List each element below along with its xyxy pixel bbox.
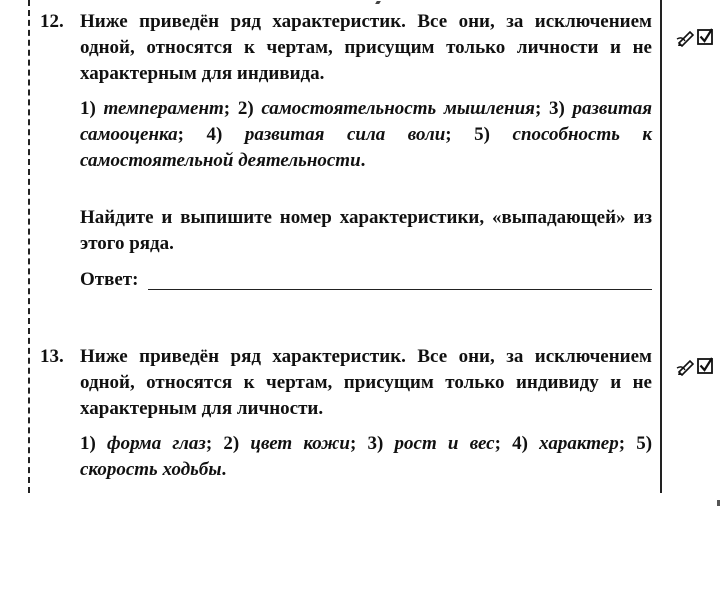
answer-label: Ответ: (80, 269, 139, 290)
task-number: 12. (40, 11, 64, 32)
task-12 (40, 9, 652, 293)
item-text: развитая самооценка (80, 98, 653, 145)
pen-checkbox-icon (676, 356, 716, 376)
item-number: 4) (512, 433, 528, 454)
answer-input-line[interactable] (148, 269, 652, 290)
scan-mark (375, 1, 381, 4)
item-number: 2) (237, 98, 254, 119)
item-number: 2) (223, 433, 240, 454)
characteristics-list: 1) форма глаз; 2) цвет кожи; 3) рост и вес; 4) характер; 5) скорость ходьбы. (80, 433, 653, 480)
margin-line (660, 0, 662, 493)
item-text: характер (539, 433, 619, 454)
item-number: 3) (367, 433, 384, 454)
item-number: 1) (80, 433, 96, 454)
item-number: 4) (206, 124, 223, 145)
cut-line (28, 0, 30, 493)
task-13 (40, 344, 652, 483)
characteristics-list: 1) темперамент; 2) самостоятельность мышления; 3) развитая самооценка; 4) развитая сила воли; 5) способность к самостоятельной деятельности. (80, 98, 653, 171)
item-number: 5) (636, 433, 653, 454)
task-lead: Ниже приведён ряд характеристик. Все они, за исключением одной, относятся к чертам, присущим только индивиду и не характерным для личности. (80, 346, 652, 419)
item-number: 5) (474, 124, 490, 145)
item-text: цвет кожи (250, 433, 350, 454)
item-text: рост и вес (394, 433, 495, 454)
item-text: способность к самостоятельной деятельности (80, 124, 653, 171)
item-number: 1) (80, 98, 96, 119)
task-number: 13. (40, 346, 64, 367)
task-question: Найдите и выпишите номер характеристики, «выпадающей» из этого ряда. (80, 207, 652, 254)
pen-checkbox-icon (676, 27, 716, 47)
item-text: форма глаз (107, 433, 206, 454)
answer-row (80, 267, 652, 293)
item-text: развитая сила воли (244, 124, 446, 145)
task-lead: Ниже приведён ряд характеристик. Все они, за исключением одной, относятся к чертам, присущим только личности и не характерным для индивида. (80, 11, 652, 84)
item-text: темперамент (103, 98, 224, 119)
item-text: самостоятельность мышления (261, 98, 535, 119)
item-number: 3) (548, 98, 565, 119)
item-text: скорость ходьбы (80, 459, 222, 480)
